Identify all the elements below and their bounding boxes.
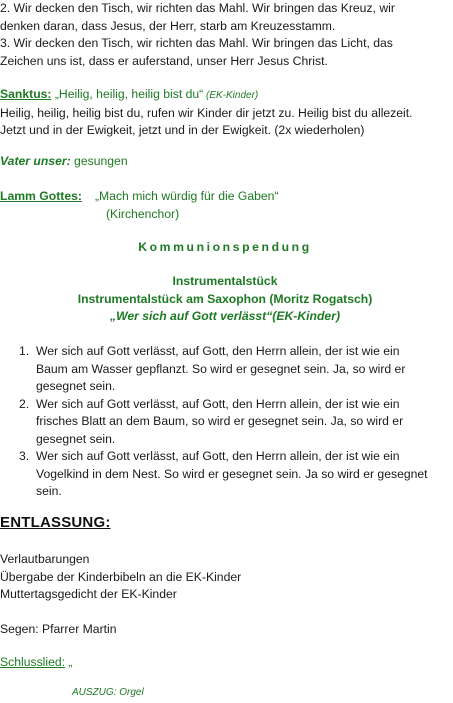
kommunion-line-2: Instrumentalstück am Saxophon (Moritz Rogatsch) [77,291,373,306]
schlusslied-value: „ [65,655,73,669]
lamm-gottes-quote: „Mach mich würdig für die Gaben“ [94,189,279,203]
hymn-verse-number: 3. [19,449,30,463]
hymn-verse-list [0,343,450,501]
sanktus-text-line-1: Heilig, heilig, heilig bist du, rufen wir Kinder dir jetzt zu. Heilig bist du allezeit. [0,105,413,120]
verse-3-line-1: 3. Wir decken den Tisch, wir richten das Mahl. Wir bringen das Licht, das [0,36,393,50]
sanktus-text-line-2: Jetzt und in der Ewigkeit, jetzt und in der Ewigkeit. (2x wiederholen) [0,123,365,137]
hymn-verse-number: 1. [19,344,30,358]
lamm-gottes-note: (Kirchenchor) [106,206,180,221]
entlassung-item: Übergabe der Kinderbibeln an die EK-Kinder [0,569,242,584]
verse-2-line-1: 2. Wir decken den Tisch, wir richten das Mahl. Wir bringen das Kreuz, wir [0,1,395,15]
verse-3-line-2: Zeichen uns ist, dass er auferstand, unser Herr Jesus Christ. [0,53,328,68]
vater-unser-line [0,153,450,171]
sanktus-section [0,86,450,140]
kommunion-line-1: Instrumentalstück [172,274,278,288]
hymn-verse-line: frisches Blatt an dem Baum, so wird er gesegnet sein. Ja, so wird er [36,414,404,428]
hymn-verse-line: Wer sich auf Gott verlässt, auf Gott, den Herrn allein, der ist wie ein [36,449,400,463]
hymn-verse-line: Wer sich auf Gott verlässt, auf Gott, den Herrn allein, der ist wie ein [36,344,400,358]
hymn-verse-line: gesegnet sein. [36,431,116,446]
sanktus-note: (EK-Kinder) [203,90,259,101]
lamm-gottes-label: Lamm Gottes: [0,189,82,203]
entlassung-item: Muttertagsgedicht der EK-Kinder [0,587,177,601]
hymn-verse [0,396,450,449]
hymn-verse-line: Wer sich auf Gott verlässt, auf Gott, den Herrn allein, der ist wie ein [36,396,400,411]
lamm-gottes-section [0,188,450,223]
verse-3 [0,35,450,70]
vater-unser-value: gesungen [70,154,128,168]
hymn-verse-line: Baum am Wasser gepflanzt. So wird er gesegnet sein. Ja, so wird er [36,361,406,376]
entlassung-items [0,551,450,604]
auszug-line: AUSZUG: Orgel [72,687,144,698]
kommunion-heading: Kommunionspendung [138,240,312,254]
entlassung-heading: ENTLASSUNG: [0,514,111,531]
segen-line: Segen: Pfarrer Martin [0,622,117,636]
verse-2-line-2: denken daran, dass Jesus, der Herr, starb am Kreuzesstamm. [0,18,336,33]
hymn-verse-line: gesegnet sein. [36,379,116,393]
hymn-verse-number: 2. [19,396,30,411]
sanktus-label: Sanktus: [0,87,52,101]
vater-unser-label: Vater unser: [0,154,71,168]
schlusslied-line [0,654,450,672]
hymn-verse [0,448,450,501]
sanktus-heading-line [0,86,450,105]
hymn-verse-line: sein. [36,484,62,498]
kommunion-block [0,273,450,326]
hymn-verse-line: Vogelkind in dem Nest. So wird er gesegnet sein. Ja so wird er gesegnet [36,466,428,481]
kommunion-line-3: „Wer sich auf Gott verlässt“(EK-Kinder) [109,309,341,323]
lamm-gottes-line [0,188,450,206]
hymn-verse [0,343,450,396]
entlassung-item: Verlautbarungen [0,552,90,566]
schlusslied-label: Schlusslied: [0,655,66,669]
sanktus-quote: „Heilig, heilig, heilig bist du“ [51,87,204,101]
verse-2 [0,0,450,35]
